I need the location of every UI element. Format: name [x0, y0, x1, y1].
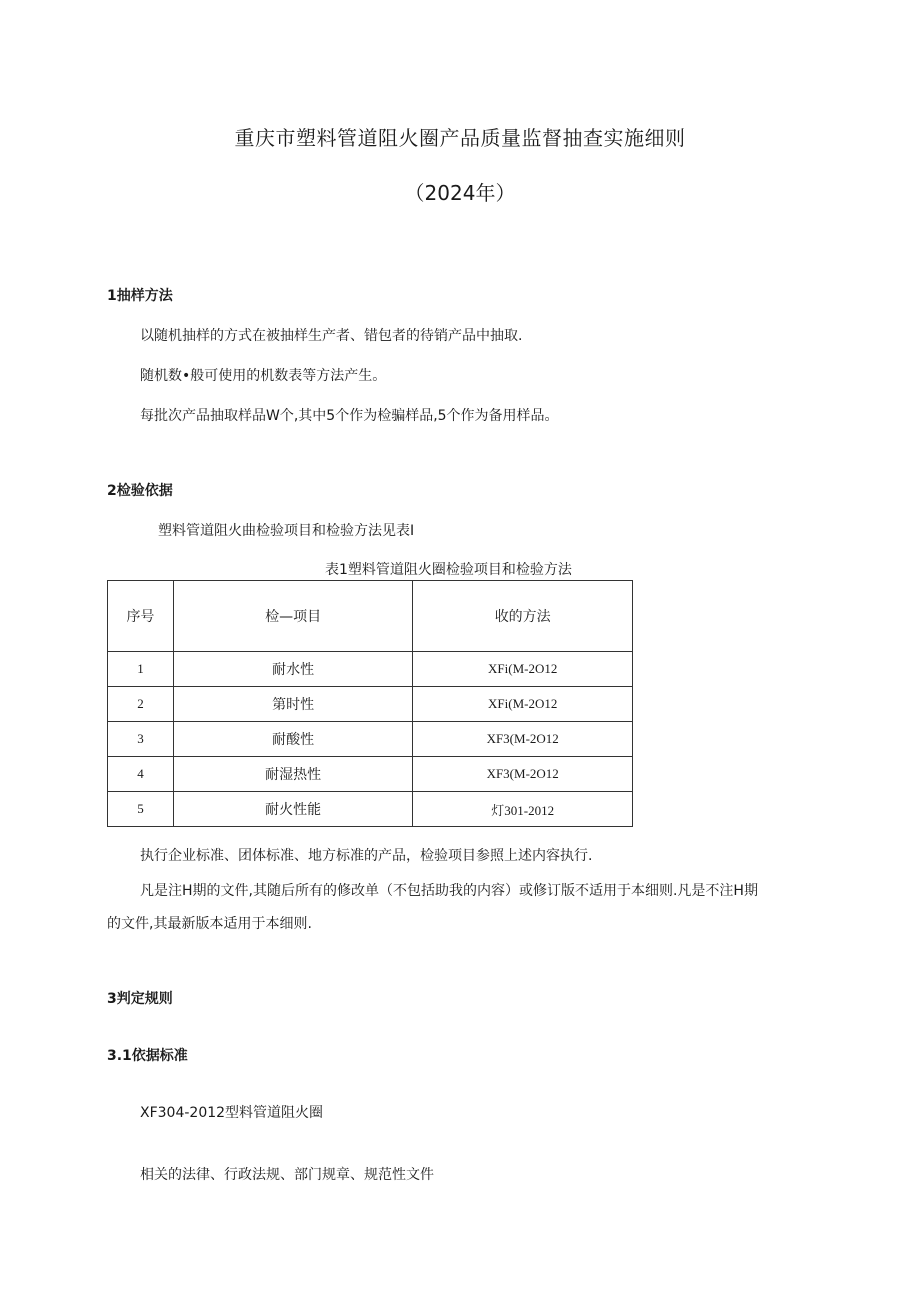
row-method: XFi(M-2O12	[413, 687, 633, 722]
table-header-cell: 序号	[108, 581, 174, 652]
table-header-cell: 收的方法	[413, 581, 633, 652]
row-number: 1	[108, 652, 174, 687]
note-dated-docs-line-1: 凡是注H期的文件,其随后所有的修改单（不包括助我的内容）或修订版不适用于本细则.凡是不注H期	[140, 883, 758, 899]
row-number: 3	[108, 722, 174, 757]
document-title: 重庆市塑料管道阻火圈产品质量监督抽查实施细则	[234, 126, 686, 150]
section-3-heading: 3判定规则	[107, 991, 173, 1007]
section-2-heading: 2检验依据	[107, 483, 173, 499]
note-dated-docs-line-2: 的文件,其最新版本适用于本细则.	[107, 916, 312, 932]
section-1-paragraph-2: 随机数•般可使用的机数表等方法产生。	[140, 368, 387, 384]
section-1-paragraph-1: 以随机抽样的方式在被抽样生产者、错包者的待销产品中抽取.	[140, 328, 523, 344]
row-item: 耐酸性	[173, 722, 413, 757]
row-number: 2	[108, 687, 174, 722]
table-row	[108, 792, 633, 827]
row-item: 第时性	[173, 687, 413, 722]
row-number: 5	[108, 792, 174, 827]
table-row	[108, 722, 633, 757]
table-row	[108, 757, 633, 792]
note-execution: 执行企业标准、团体标准、地方标准的产品，检验项目参照上述内容执行.	[140, 848, 593, 864]
table-header-cell: 检—项目	[173, 581, 413, 652]
section-2-intro: 塑料管道阻火曲检验项目和检验方法见表I	[158, 523, 415, 539]
table-caption: 表1塑料管道阻火圈检验项目和检验方法	[325, 562, 572, 578]
standard-reference: XF304-2012型料管道阻火圈	[140, 1105, 324, 1121]
row-method: XF3(M-2O12	[413, 722, 633, 757]
table-header-row	[108, 581, 633, 652]
row-item: 耐水性	[173, 652, 413, 687]
table-row	[108, 652, 633, 687]
row-method: 灯301-2012	[413, 792, 633, 827]
row-item: 耐湿热性	[173, 757, 413, 792]
section-3-1-heading: 3.1依据标准	[107, 1048, 188, 1064]
table-row	[108, 687, 633, 722]
document-subtitle: （2024年）	[404, 181, 516, 205]
section-1-heading: 1抽样方法	[107, 288, 173, 304]
row-method: XFi(M-2O12	[413, 652, 633, 687]
row-number: 4	[108, 757, 174, 792]
laws-reference: 相关的法律、行政法规、部门规章、规范性文件	[140, 1167, 434, 1183]
section-1-paragraph-3: 每批次产品抽取样品W个,其中5个作为检骗样品,5个作为备用样品。	[140, 408, 559, 424]
row-item: 耐火性能	[173, 792, 413, 827]
inspection-table	[107, 580, 633, 827]
row-method: XF3(M-2O12	[413, 757, 633, 792]
